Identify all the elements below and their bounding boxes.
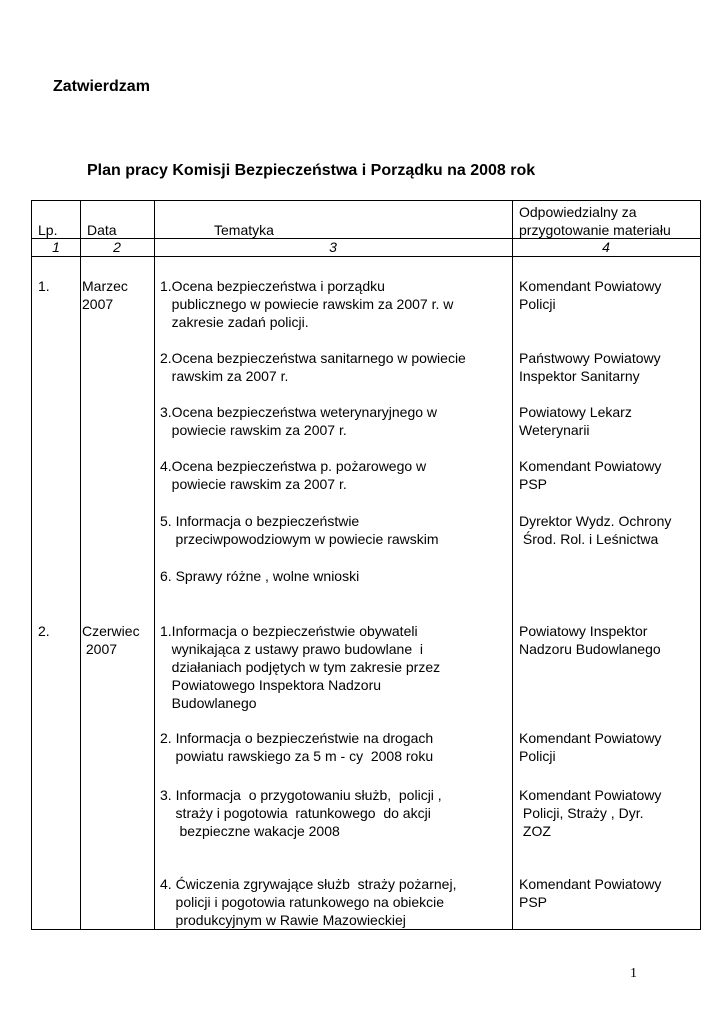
responsible-text: Środ. Rol. i Leśnictwa [519, 531, 659, 547]
topic-text: 1.Ocena bezpieczeństwa i porządku [160, 278, 385, 294]
topic-text: powiecie rawskim za 2007 r. [160, 476, 347, 492]
topic-text: bezpieczne wakacje 2008 [160, 823, 340, 839]
topic-text: 3. Informacja o przygotowaniu służb, policji , [160, 787, 442, 803]
topic-text: Budowlanego [160, 695, 257, 711]
responsible-text: Policji, Straży , Dyr. [519, 805, 644, 821]
topic-text: wynikająca z ustawy prawo budowlane i [160, 641, 424, 657]
row-number: 2. [38, 623, 50, 639]
topic-text: powiatu rawskiego za 5 m - cy 2008 roku [160, 748, 434, 764]
topic-text: działaniach podjętych w tym zakresie przez [160, 659, 441, 675]
row-date: 2007 [82, 641, 118, 657]
column-number-1: 1 [52, 239, 60, 255]
column-number-3: 3 [329, 239, 337, 255]
responsible-text: Policji [519, 296, 556, 312]
topic-text: 4. Ćwiczenia zgrywające służb straży pożarnej, [160, 876, 457, 892]
responsible-text: Powiatowy Inspektor [519, 623, 648, 639]
row-number: 1. [38, 278, 50, 294]
approval-heading: Zatwierdzam [53, 78, 150, 95]
row-date: Czerwiec [82, 623, 140, 639]
plan-table [31, 200, 701, 930]
topic-text: 5. Informacja o bezpieczeństwie [160, 513, 360, 529]
topic-text: policji i pogotowia ratunkowego na obiekcie [160, 894, 445, 910]
column-divider [512, 201, 513, 929]
topic-text: 6. Sprawy różne , wolne wnioski [160, 568, 360, 584]
responsible-text: PSP [519, 476, 548, 492]
responsible-text: Policji [519, 748, 556, 764]
topic-text: Powiatowego Inspektora Nadzoru [160, 677, 382, 693]
responsible-text: Inspektor Sanitarny [519, 368, 640, 384]
topic-text: 4.Ocena bezpieczeństwa p. pożarowego w [160, 458, 427, 474]
responsible-text: Komendant Powiatowy [519, 730, 662, 746]
responsible-text: Komendant Powiatowy [519, 278, 662, 294]
header-lp: Lp. [38, 222, 58, 238]
column-divider [154, 201, 155, 929]
header-responsible-line2: przygotowanie materiału [519, 222, 671, 238]
responsible-text: Państwowy Powiatowy [519, 350, 661, 366]
column-number-4: 4 [602, 239, 610, 255]
responsible-text: Weterynarii [519, 422, 590, 438]
responsible-text: Nadzoru Budowlanego [519, 641, 661, 657]
page-number: 1 [630, 966, 637, 981]
header-date: Data [87, 222, 117, 238]
topic-text: 3.Ocena bezpieczeństwa weterynaryjnego w [160, 404, 438, 420]
responsible-text: Powiatowy Lekarz [519, 404, 632, 420]
topic-text: publicznego w powiecie rawskim za 2007 r. w [160, 296, 454, 312]
topic-text: produkcyjnym w Rawie Mazowieckiej [160, 912, 406, 928]
topic-text: 2.Ocena bezpieczeństwa sanitarnego w powiecie [160, 350, 466, 366]
column-divider [80, 201, 81, 929]
responsible-text: Komendant Powiatowy [519, 876, 662, 892]
responsible-text: Komendant Powiatowy [519, 787, 662, 803]
responsible-text: Dyrektor Wydz. Ochrony [519, 513, 672, 529]
topic-text: rawskim za 2007 r. [160, 368, 289, 384]
row-divider [32, 256, 700, 257]
column-number-2: 2 [113, 239, 121, 255]
header-topic: Tematyka [214, 222, 274, 238]
row-date: 2007 [82, 296, 114, 312]
responsible-text: Komendant Powiatowy [519, 458, 662, 474]
header-responsible-line1: Odpowiedzialny za [519, 204, 637, 220]
topic-text: zakresie zadań policji. [160, 314, 309, 330]
topic-text: 1.Informacja o bezpieczeństwie obywateli [160, 623, 418, 639]
responsible-text: PSP [519, 894, 548, 910]
topic-text: przeciwpowodziowym w powiecie rawskim [160, 531, 439, 547]
responsible-text: ZOZ [519, 823, 551, 839]
topic-text: powiecie rawskim za 2007 r. [160, 422, 347, 438]
document-title: Plan pracy Komisji Bezpieczeństwa i Porządku na 2008 rok [87, 162, 536, 179]
topic-text: straży i pogotowia ratunkowego do akcji [160, 805, 431, 821]
topic-text: 2. Informacja o bezpieczeństwie na drogach [160, 730, 434, 746]
row-date: Marzec [82, 278, 128, 294]
